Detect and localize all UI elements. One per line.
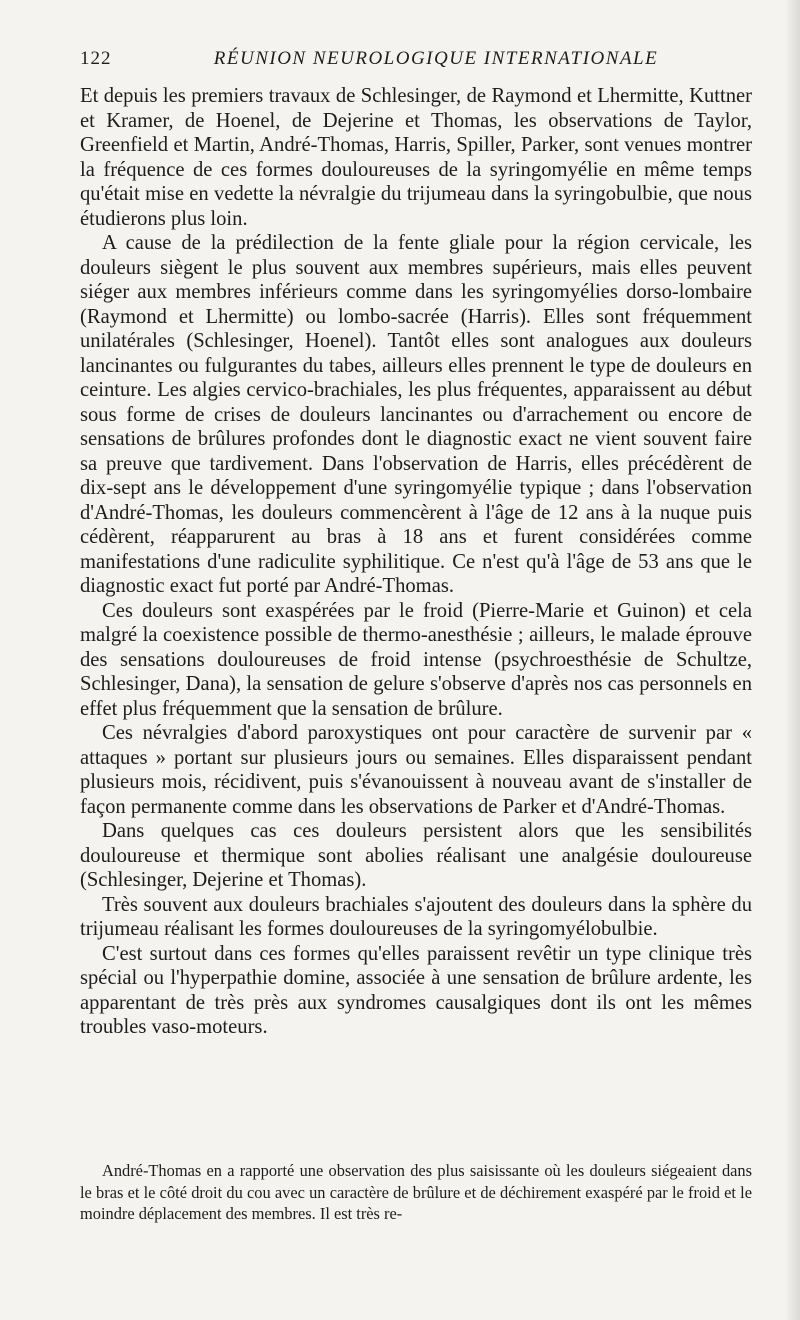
paragraph-6: Très souvent aux douleurs brachiales s'ajoutent des douleurs dans la sphère du trijumeau réalisant les formes douloureuses de la syringomyélobulbie. — [80, 893, 752, 940]
page-edge-shadow — [784, 0, 800, 1320]
paragraph-5: Dans quelques cas ces douleurs persistent alors que les sensibilités douloureuse et thermique sont abolies réalisant une analgésie douloureuse (Schlesinger, Dejerine et Thomas). — [80, 820, 752, 891]
page-header — [80, 48, 752, 76]
paragraph-2: A cause de la prédilection de la fente gliale pour la région cervicale, les douleurs siègent le plus souvent aux membres supérieurs, mais elles peuvent siéger aux membres inférieurs comme dans les syringomyélies dorso-lombaire (Raymond et Lhermitte) ou lombo-sacrée (Harris). Elles sont fréquemment unilatérales (Schlesinger, Hoenel). Tantôt elles sont analogues aux douleurs lancinantes ou fulgurantes du tabes, ailleurs elles prennent le type de douleurs en ceinture. Les algies cervico-brachiales, les plus fréquentes, apparaissent au début sous forme de crises de douleurs lancinantes ou d'arrachement ou encore de sensations de brûlures profondes dont le diagnostic exact ne vient souvent faire sa preuve que tardivement. Dans l'observation de Harris, elles précédèrent de dix-sept ans le développement d'une syringomyélie typique ; dans l'observation d'André-Thomas, les douleurs commencèrent à l'âge de 12 ans à la nuque puis cédèrent, réapparurent au bras à 18 ans et furent considérées comme manifestations d'une radiculite syphilitique. Ce n'est qu'à l'âge de 53 ans que le diagnostic exact fut porté par André-Thomas. — [80, 232, 752, 597]
page-number: 122 — [80, 48, 112, 69]
body-text — [80, 84, 752, 1040]
paragraph-1: Et depuis les premiers travaux de Schlesinger, de Raymond et Lhermitte, Kuttner et Kramer, de Hoenel, de Dejerine et Thomas, les observations de Taylor, Greenfield et Martin, André-Thomas, Harris, Spiller, Parker, sont venues montrer la fréquence de ces formes douloureuses de la syringomyélie en même temps qu'était mise en vedette la névralgie du trijumeau dans la syringobulbie, que nous étudierons plus loin. — [80, 85, 752, 230]
paragraph-3: Ces douleurs sont exaspérées par le froid (Pierre-Marie et Guinon) et cela malgré la coexistence possible de thermo-anesthésie ; ailleurs, le malade éprouve des sensations douloureuses de froid intense (psychroesthésie de Schultze, Schlesinger, Dana), la sensation de gelure s'observe d'après nos cas personnels en effet plus fréquemment que la sensation de brûlure. — [80, 599, 752, 720]
footnote: André-Thomas en a rapporté une observation des plus saisissante où les douleurs siégeaient dans le bras et le côté droit du cou avec un caractère de brûlure et de déchirement exaspéré par le froid et le moindre déplacement des membres. Il est très re- — [80, 1161, 752, 1223]
running-title: RÉUNION NEUROLOGIQUE INTERNATIONALE — [213, 48, 659, 69]
paragraph-7: C'est surtout dans ces formes qu'elles paraissent revêtir un type clinique très spécial ou l'hyperpathie domine, associée à une sensation de brûlure ardente, les apparentant de très près aux syndromes causalgiques dont ils ont les mêmes troubles vaso-moteurs. — [80, 942, 752, 1038]
paragraph-4: Ces névralgies d'abord paroxystiques ont pour caractère de survenir par « attaques » portant sur plusieurs jours ou semaines. Elles disparaissent pendant plusieurs mois, récidivent, puis s'évanouissent à nouveau avant de s'installer de façon permanente comme dans les observations de Parker et d'André-Thomas. — [80, 722, 752, 818]
